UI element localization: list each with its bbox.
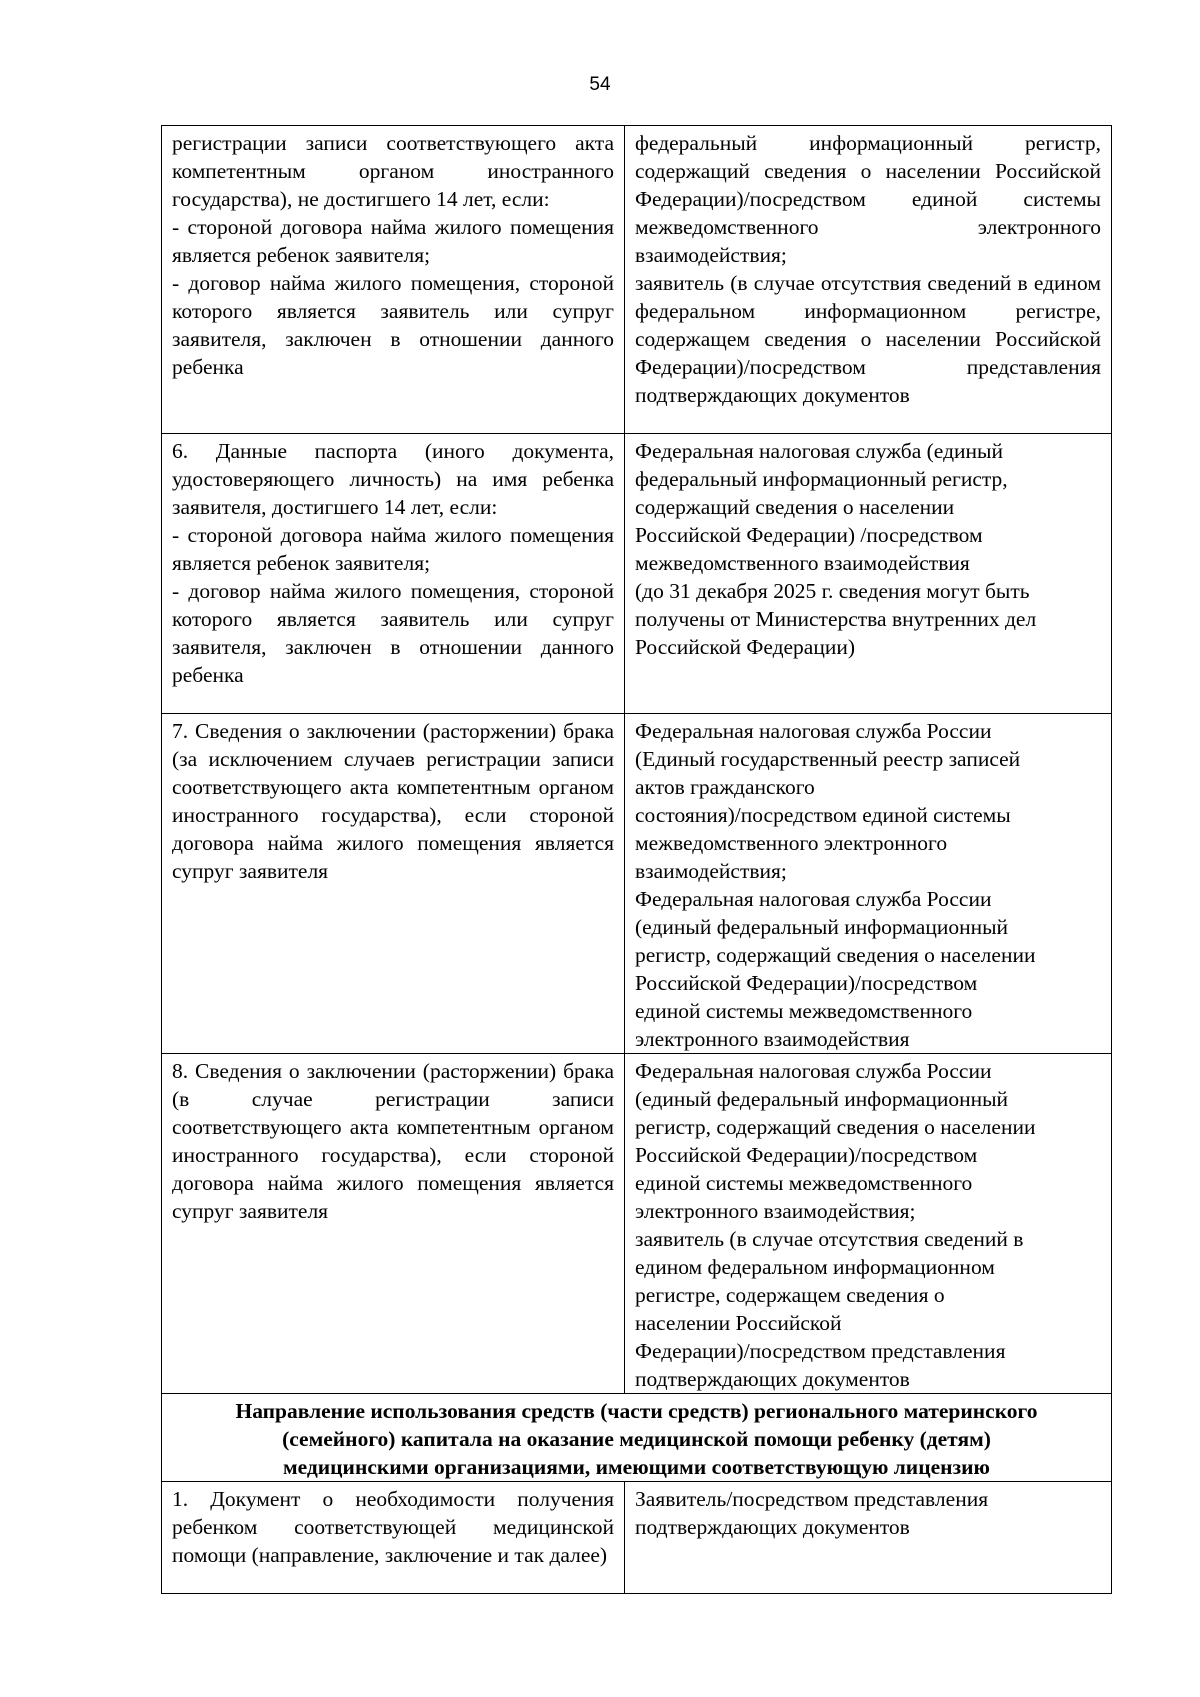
table-row xyxy=(162,1482,1112,1594)
cell-line: Федеральная налоговая служба России xyxy=(635,719,992,743)
cell-paragraph: регистрации записи соответствующего акта компетентным органом иностранного государства), не достигшего 14 лет, если: xyxy=(172,131,614,211)
cell-paragraph: 6. Данные паспорта (иного документа, удостоверяющего личность) на имя ребенка заявителя, достигшего 14 лет, если: xyxy=(172,439,614,519)
cell-line: электронного взаимодействия xyxy=(635,1027,910,1051)
cell-line: регистре, содержащем сведения о xyxy=(635,1283,945,1307)
cell-line: подтверждающих документов xyxy=(635,1515,910,1539)
cell-paragraph: - договор найма жилого помещения, стороной которого является заявитель или супруг заявителя, заключен в отношении данного ребенка xyxy=(172,579,614,687)
cell-paragraph: федеральный информационный регистр, содержащий сведения о населении Российской Федерации)/посредством единой системы межведомственного электронного взаимодействия; xyxy=(635,131,1101,267)
cell-line: (единый федеральный информационный xyxy=(635,1087,1009,1111)
cell-line: населении Российской xyxy=(635,1311,842,1335)
cell-line: взаимодействия; xyxy=(635,859,787,883)
cell-paragraph: 1. Документ о необходимости получения ребенком соответствующей медицинской помощи (направление, заключение и так далее) xyxy=(172,1487,614,1567)
cell-line: (до 31 декабря 2025 г. сведения могут быть xyxy=(635,579,1030,603)
cell-line: подтверждающих документов xyxy=(635,1367,910,1391)
table-cell-source xyxy=(625,1482,1112,1594)
cell-line: Федеральная налоговая служба России xyxy=(635,887,992,911)
cell-line: Российской Федерации)/посредством xyxy=(635,971,978,995)
section-heading-row xyxy=(162,1394,1112,1482)
cell-line: актов гражданского xyxy=(635,775,815,799)
table-cell-document xyxy=(162,1482,625,1594)
section-heading-line: (семейного) капитала на оказание медицинской помощи ребенку (детям) xyxy=(282,1427,991,1451)
cell-line: Российской Федерации) xyxy=(635,635,856,659)
table-cell-source xyxy=(625,126,1112,434)
table-cell-source xyxy=(625,1054,1112,1394)
cell-line: состояния)/посредством единой системы xyxy=(635,803,1011,827)
table-row xyxy=(162,714,1112,1054)
cell-paragraph: - договор найма жилого помещения, стороной которого является заявитель или супруг заявителя, заключен в отношении данного ребенка xyxy=(172,271,614,379)
cell-line: Федеральная налоговая служба (единый xyxy=(635,439,1003,463)
table-cell-document xyxy=(162,1054,625,1394)
cell-line: регистр, содержащий сведения о населении xyxy=(635,943,1036,967)
section-heading xyxy=(162,1394,1112,1482)
table-cell-source xyxy=(625,714,1112,1054)
cell-paragraph: заявитель (в случае отсутствия сведений в едином федеральном информационном регистре, содержащем сведения о населении Российской Федерации)/посредством представления подтверждающих документов xyxy=(635,271,1101,407)
cell-line: Федеральная налоговая служба России xyxy=(635,1059,992,1083)
cell-paragraph: 8. Сведения о заключении (расторжении) брака (в случае регистрации записи соответствующего акта компетентным органом иностранного государства), если стороной договора найма жилого помещения является супруг заявителя xyxy=(172,1059,614,1223)
table-row xyxy=(162,126,1112,434)
table-cell-document xyxy=(162,126,625,434)
cell-line: электронного взаимодействия; xyxy=(635,1199,916,1223)
cell-line: получены от Министерства внутренних дел xyxy=(635,607,1037,631)
cell-line: заявитель (в случае отсутствия сведений в xyxy=(635,1227,1024,1251)
table-cell-document xyxy=(162,714,625,1054)
cell-line: единой системы межведомственного xyxy=(635,999,973,1023)
cell-line: (единый федеральный информационный xyxy=(635,915,1009,939)
table-cell-source xyxy=(625,434,1112,714)
cell-line: единой системы межведомственного xyxy=(635,1171,973,1195)
cell-paragraph: 7. Сведения о заключении (расторжении) брака (за исключением случаев регистрации записи соответствующего акта компетентным органом иностранного государства), если стороной договора найма жилого помещения является супруг заявителя xyxy=(172,719,614,883)
cell-paragraph: - стороной договора найма жилого помещения является ребенок заявителя; xyxy=(172,523,614,575)
cell-line: Российской Федерации) /посредством xyxy=(635,523,983,547)
cell-line: содержащий сведения о населении xyxy=(635,495,955,519)
cell-line: межведомственного взаимодействия xyxy=(635,551,970,575)
cell-line: регистр, содержащий сведения о населении xyxy=(635,1115,1036,1139)
cell-line: Российской Федерации)/посредством xyxy=(635,1143,978,1167)
table-row xyxy=(162,1054,1112,1394)
section-heading-line: Направление использования средств (части средств) регионального материнского xyxy=(235,1399,1038,1423)
cell-line: едином федеральном информационном xyxy=(635,1255,995,1279)
requirements-table xyxy=(161,125,1112,1594)
cell-line: федеральный информационный регистр, xyxy=(635,467,1008,491)
table-row xyxy=(162,434,1112,714)
section-heading-line: медицинскими организациями, имеющими соответствующую лицензию xyxy=(283,1455,990,1479)
cell-line: межведомственного электронного xyxy=(635,831,948,855)
table-cell-document xyxy=(162,434,625,714)
cell-line: Заявитель/посредством представления xyxy=(635,1487,989,1511)
cell-line: (Единый государственный реестр записей xyxy=(635,747,1021,771)
cell-paragraph: - стороной договора найма жилого помещения является ребенок заявителя; xyxy=(172,215,614,267)
page-number: 54 xyxy=(589,74,611,95)
cell-line: Федерации)/посредством представления xyxy=(635,1339,1006,1363)
